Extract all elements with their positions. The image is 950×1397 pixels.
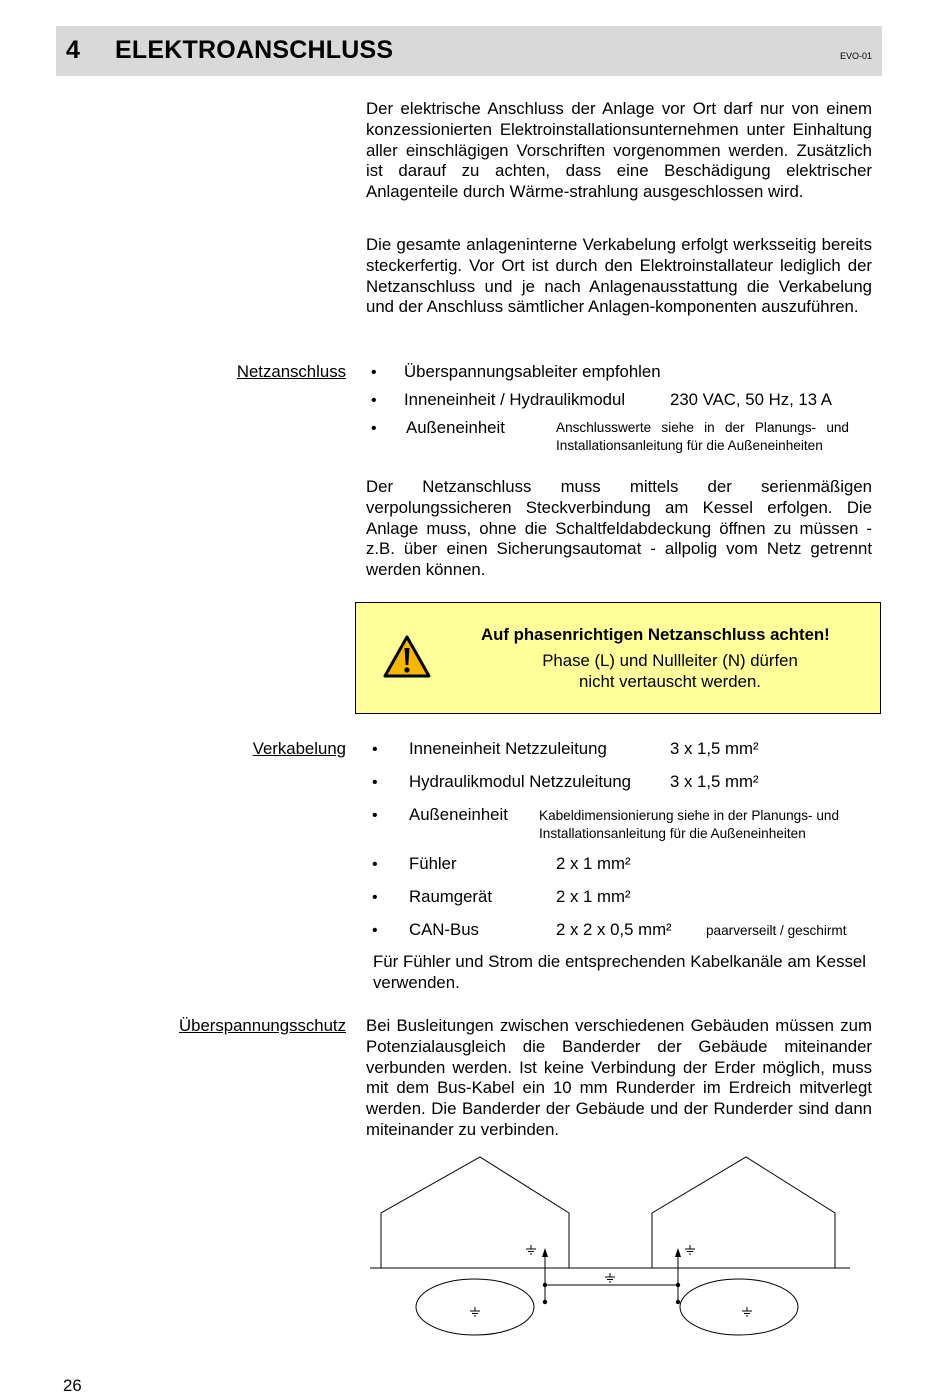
ground-symbol-icon — [470, 1307, 480, 1316]
netz-item-aussen-note-line1: Anschlusswerte siehe in der Planungs- und — [556, 420, 849, 435]
verkabelung-row-name: Inneneinheit Netzzuleitung — [409, 739, 607, 758]
warning-title: Auf phasenrichtigen Netzanschluss achten! — [481, 625, 830, 644]
verkabelung-row-note: paarverseilt / geschirmt — [706, 923, 847, 938]
arrow-up-icon — [675, 1248, 681, 1257]
netz-item-ueberspannungsableiter: Überspannungsableiter empfohlen — [404, 362, 661, 381]
bullet: • — [371, 420, 377, 437]
ground-symbol-icon — [526, 1245, 536, 1254]
verkabelung-row-note-line1: Kabeldimensionierung siehe in der Planungs- und — [539, 808, 840, 823]
junction-dot — [676, 1300, 680, 1304]
bullet: • — [371, 392, 377, 409]
ueberspannung-paragraph: Bei Busleitungen zwischen verschiedenen Gebäuden müssen zum Potenzialausgleich die Banderder der Gebäude miteinander verbunden werden. Ist keine Verbindung der Erder möglich, muss mit dem Bus-Kabel ein 10 mm Runderder im Erdreich mitverlegt werden. Die Banderder der Gebäude und der Runderder sind dann miteinander zu verbinden. — [366, 1016, 872, 1139]
section-label-verkabelung: Verkabelung — [252, 739, 346, 758]
bullet: • — [372, 856, 378, 873]
verkabelung-row-name: CAN-Bus — [409, 920, 479, 939]
page-number: 26 — [63, 1376, 82, 1395]
bullet: • — [372, 774, 378, 791]
junction-dot — [543, 1283, 547, 1287]
warning-line-2: nicht vertauscht werden. — [579, 672, 761, 691]
ground-symbol-icon — [605, 1273, 615, 1282]
verkabelung-row-name: Hydraulikmodul Netzzuleitung — [409, 772, 631, 791]
verkabelung-row-value: 2 x 2 x 0,5 mm² — [556, 920, 672, 939]
chapter-number: 4 — [66, 36, 80, 64]
right-building-outline — [652, 1157, 835, 1268]
bullet: • — [371, 364, 377, 381]
bullet: • — [372, 922, 378, 939]
section-label-netzanschluss: Netzanschluss — [236, 362, 346, 381]
junction-dot — [543, 1300, 547, 1304]
junction-dot — [676, 1283, 680, 1287]
verkabelung-row-value: 2 x 1 mm² — [556, 854, 631, 873]
ground-symbol-icon — [742, 1307, 752, 1316]
verkabelung-row-note-line2: Installationsanleitung für die Außeneinheiten — [539, 826, 806, 841]
bullet: • — [372, 807, 378, 824]
verkabelung-row-value: 3 x 1,5 mm² — [670, 772, 759, 791]
netz-item-inneneinheit-value: 230 VAC, 50 Hz, 13 A — [670, 390, 833, 409]
bus-cable-connection — [545, 1255, 678, 1302]
document-code: EVO-01 — [839, 51, 872, 61]
ground-symbol-icon — [685, 1245, 695, 1254]
verkabelung-row-name: Raumgerät — [409, 887, 493, 906]
bullet: • — [372, 741, 378, 758]
verkabelung-row-name: Fühler — [409, 854, 457, 873]
verkabelung-paragraph: Für Fühler und Strom die entsprechenden Kabelkanäle am Kessel verwenden. — [373, 952, 866, 992]
netz-item-aussen-note-line2: Installationsanleitung für die Außeneinheiten — [556, 438, 823, 453]
netz-paragraph: Der Netzanschluss muss mittels der serienmäßigen verpolungssicheren Steckverbindung am Kessel erfolgen. Die Anlage muss, ohne die Schaltfeldabdeckung öffnen zu müssen - z.B. über einen Sicherungsautomat - allpolig vom Netz getrennt werden können. — [366, 477, 872, 580]
netz-item-inneneinheit: Inneneinheit / Hydraulikmodul — [404, 390, 626, 409]
left-building-outline — [381, 1157, 569, 1268]
right-ring-earth-electrode — [680, 1279, 798, 1335]
bullet: • — [372, 889, 378, 906]
section-label-ueberspannungsschutz: Überspannungsschutz — [179, 1016, 346, 1035]
arrow-up-icon — [542, 1248, 548, 1257]
verkabelung-row-value: 3 x 1,5 mm² — [670, 739, 759, 758]
grounding-diagram — [360, 1150, 870, 1350]
netz-item-aussen: Außeneinheit — [406, 418, 505, 437]
verkabelung-row-name: Außeneinheit — [409, 805, 508, 824]
intro-paragraph-1: Der elektrische Anschluss der Anlage vor Ort darf nur von einem konzessionierten Elektroinstallationsunternehmen unter Einhaltung aller einschlägigen Vorschriften vorgenommen werden. Zusätzlich ist darauf zu achten, dass eine Beschädigung elektrischer Anlagenteile durch Wärme-strahlung ausgeschlossen wird. — [366, 99, 872, 202]
verkabelung-row-value: 2 x 1 mm² — [556, 887, 631, 906]
chapter-title: ELEKTROANSCHLUSS — [115, 36, 394, 64]
warning-line-1: Phase (L) und Nullleiter (N) dürfen — [542, 651, 798, 670]
intro-paragraph-2: Die gesamte anlageninterne Verkabelung erfolgt werksseitig bereits steckerfertig. Vor Ort ist durch den Elektroinstallateur lediglich der Netzanschluss und je nach Anlagenausstattung die Verkabelung und der Anschluss sämtlicher Anlagen-komponenten auszuführen. — [366, 235, 872, 317]
